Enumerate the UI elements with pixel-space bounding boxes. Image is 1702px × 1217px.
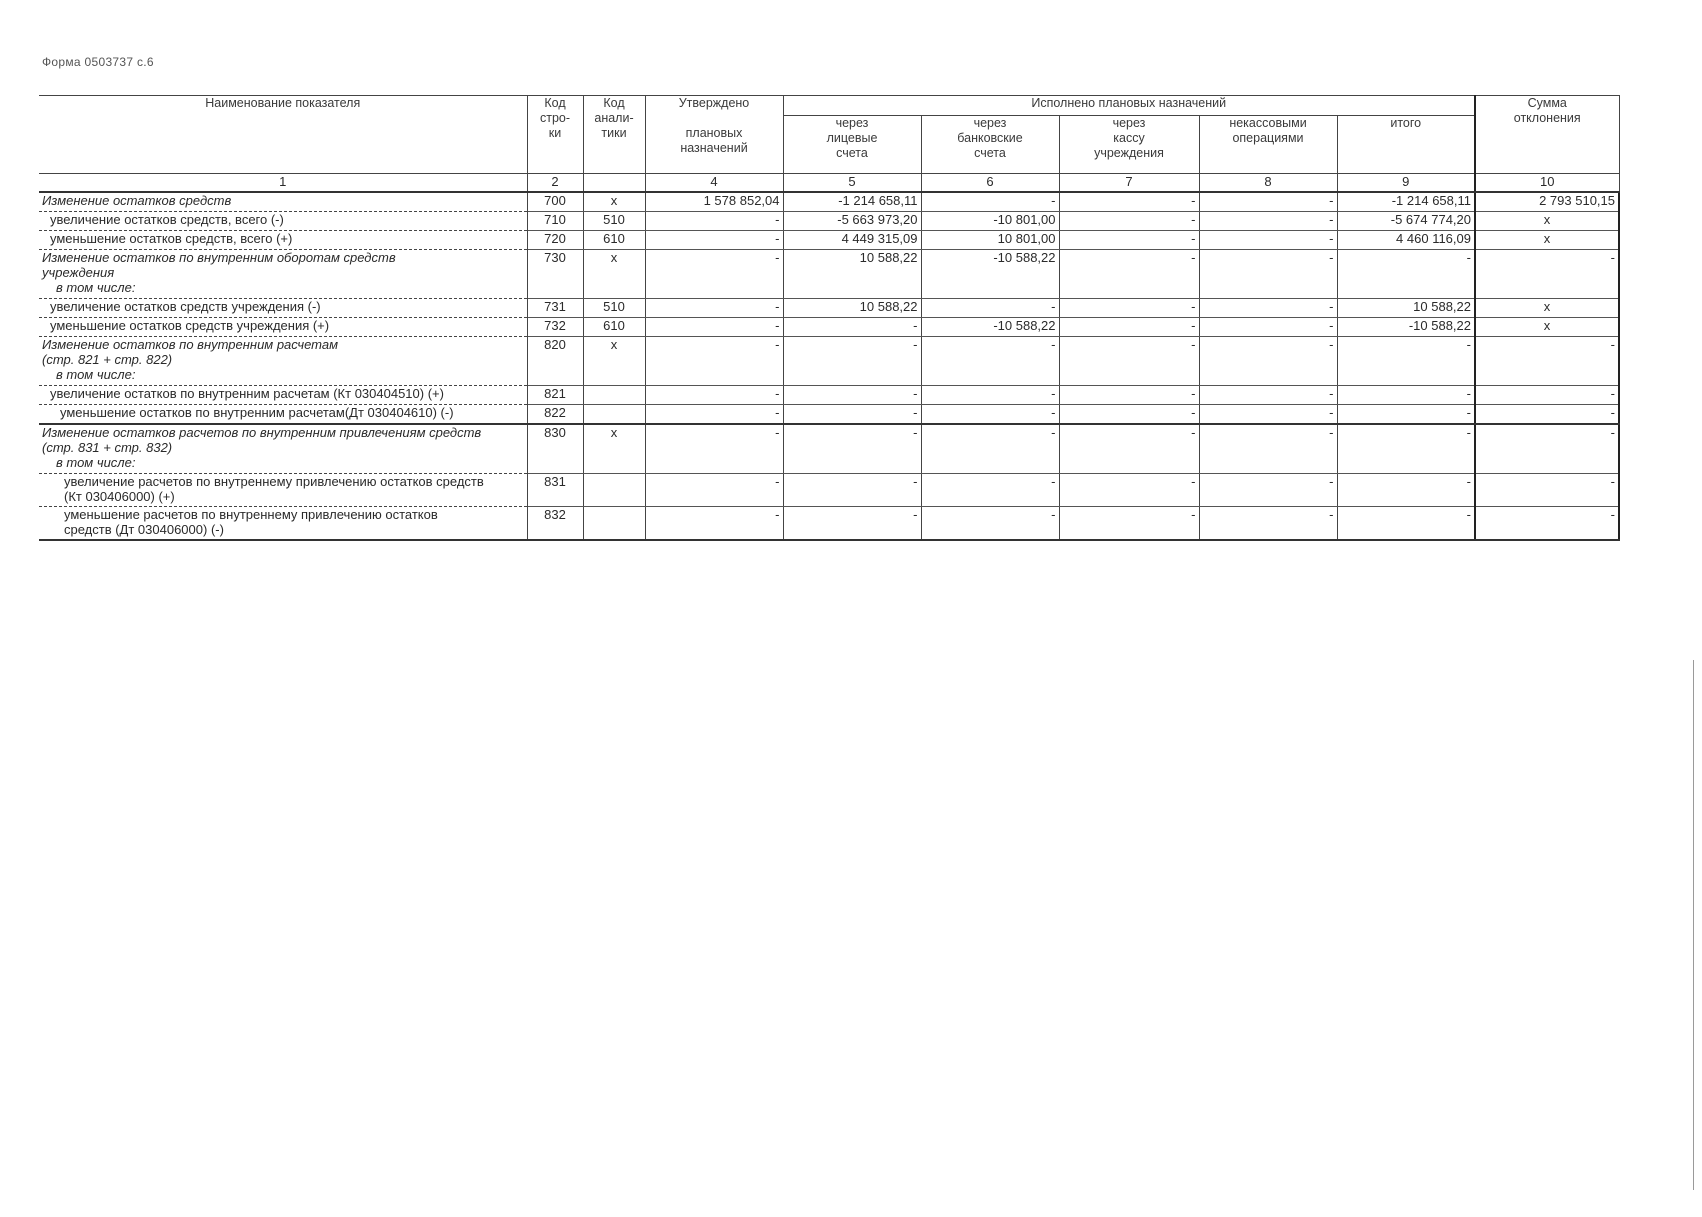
row-accounts: - xyxy=(783,474,921,507)
row-deviation: 2 793 510,15 xyxy=(1475,192,1619,212)
row-accounts: 10 588,22 xyxy=(783,299,921,318)
row-total: - xyxy=(1337,250,1475,299)
row-name: уменьшение остатков средств, всего (+) xyxy=(39,231,527,250)
row-accounts: 4 449 315,09 xyxy=(783,231,921,250)
row-deviation: x xyxy=(1475,212,1619,231)
row-total: - xyxy=(1337,507,1475,541)
row-accounts: 10 588,22 xyxy=(783,250,921,299)
row-code: 830 xyxy=(527,424,583,474)
row-analytic: 510 xyxy=(583,212,645,231)
row-bank: - xyxy=(921,192,1059,212)
row-name: уменьшение остатков средств учреждения (+) xyxy=(39,318,527,337)
row-approved: - xyxy=(645,405,783,425)
row-analytic: x xyxy=(583,192,645,212)
row-accounts: - xyxy=(783,507,921,541)
row-name: увеличение остатков средств, всего (-) xyxy=(39,212,527,231)
row-analytic: 610 xyxy=(583,318,645,337)
row-cash: - xyxy=(1059,337,1199,386)
form-label: Форма 0503737 с.6 xyxy=(42,55,154,69)
row-accounts: - xyxy=(783,405,921,425)
table-row xyxy=(39,474,1619,507)
row-bank: - xyxy=(921,337,1059,386)
row-bank: - xyxy=(921,507,1059,541)
row-name: увеличение остатков средств учреждения (-) xyxy=(39,299,527,318)
row-deviation: - xyxy=(1475,337,1619,386)
row-name: уменьшение остатков по внутренним расчетам(Дт 030404610) (-) xyxy=(39,405,527,425)
row-code: 820 xyxy=(527,337,583,386)
row-code: 732 xyxy=(527,318,583,337)
row-approved: - xyxy=(645,231,783,250)
row-code: 731 xyxy=(527,299,583,318)
row-cash: - xyxy=(1059,231,1199,250)
row-approved: - xyxy=(645,337,783,386)
row-code: 710 xyxy=(527,212,583,231)
header-name: Наименование показателя xyxy=(39,96,527,174)
header-via-cash: через кассу учреждения xyxy=(1059,116,1199,174)
row-cash: - xyxy=(1059,405,1199,425)
row-cash: - xyxy=(1059,250,1199,299)
report-table xyxy=(39,95,1620,541)
header-code-analytics: Код анали- тики xyxy=(583,96,645,174)
row-total: - xyxy=(1337,474,1475,507)
row-accounts: - xyxy=(783,424,921,474)
row-total: -10 588,22 xyxy=(1337,318,1475,337)
row-accounts: - xyxy=(783,318,921,337)
header-noncash: некассовыми операциями xyxy=(1199,116,1337,174)
row-noncash: - xyxy=(1199,507,1337,541)
row-cash: - xyxy=(1059,507,1199,541)
col-num: 2 xyxy=(527,174,583,193)
row-total: - xyxy=(1337,337,1475,386)
row-deviation: - xyxy=(1475,250,1619,299)
col-num: 6 xyxy=(921,174,1059,193)
col-num xyxy=(583,174,645,193)
table-row xyxy=(39,192,1619,212)
row-code: 821 xyxy=(527,386,583,405)
row-name: уменьшение расчетов по внутреннему привлечению остатков средств (Дт 030406000) (-) xyxy=(39,507,527,541)
row-bank: - xyxy=(921,405,1059,425)
row-code: 720 xyxy=(527,231,583,250)
row-name: Изменение остатков расчетов по внутренним привлечениям средств (стр. 831 + стр. 832) в том числе: xyxy=(39,424,527,474)
row-approved: - xyxy=(645,250,783,299)
col-num: 7 xyxy=(1059,174,1199,193)
row-noncash: - xyxy=(1199,250,1337,299)
row-analytic xyxy=(583,386,645,405)
table-row xyxy=(39,299,1619,318)
row-noncash: - xyxy=(1199,299,1337,318)
row-cash: - xyxy=(1059,424,1199,474)
row-total: 10 588,22 xyxy=(1337,299,1475,318)
row-deviation: - xyxy=(1475,386,1619,405)
row-cash: - xyxy=(1059,212,1199,231)
table-row xyxy=(39,337,1619,386)
col-num: 5 xyxy=(783,174,921,193)
table-row xyxy=(39,424,1619,474)
row-total: - xyxy=(1337,424,1475,474)
table-row xyxy=(39,212,1619,231)
row-cash: - xyxy=(1059,318,1199,337)
row-noncash: - xyxy=(1199,231,1337,250)
row-analytic xyxy=(583,474,645,507)
row-total: 4 460 116,09 xyxy=(1337,231,1475,250)
col-num: 8 xyxy=(1199,174,1337,193)
row-total: - xyxy=(1337,405,1475,425)
row-name: увеличение остатков по внутренним расчетам (Кт 030404510) (+) xyxy=(39,386,527,405)
header-via-accounts: через лицевые счета xyxy=(783,116,921,174)
table-row xyxy=(39,318,1619,337)
table-row xyxy=(39,507,1619,541)
scan-edge-line xyxy=(1693,660,1694,1190)
row-deviation: - xyxy=(1475,405,1619,425)
row-analytic: 510 xyxy=(583,299,645,318)
row-deviation: - xyxy=(1475,474,1619,507)
table-row xyxy=(39,405,1619,425)
row-bank: - xyxy=(921,299,1059,318)
row-total: -5 674 774,20 xyxy=(1337,212,1475,231)
row-cash: - xyxy=(1059,299,1199,318)
header-total: итого xyxy=(1337,116,1475,174)
row-analytic: x xyxy=(583,250,645,299)
row-code: 730 xyxy=(527,250,583,299)
row-accounts: -5 663 973,20 xyxy=(783,212,921,231)
row-bank: - xyxy=(921,424,1059,474)
row-bank: - xyxy=(921,474,1059,507)
row-bank: 10 801,00 xyxy=(921,231,1059,250)
table-row xyxy=(39,250,1619,299)
row-name: увеличение расчетов по внутреннему привлечению остатков средств (Кт 030406000) (+) xyxy=(39,474,527,507)
row-approved: - xyxy=(645,386,783,405)
row-analytic: x xyxy=(583,337,645,386)
row-name: Изменение остатков по внутренним оборотам средств учреждения в том числе: xyxy=(39,250,527,299)
header-deviation: Сумма отклонения xyxy=(1475,96,1619,174)
row-deviation: x xyxy=(1475,318,1619,337)
row-noncash: - xyxy=(1199,405,1337,425)
row-analytic: 610 xyxy=(583,231,645,250)
row-name: Изменение остатков по внутренним расчетам (стр. 821 + стр. 822) в том числе: xyxy=(39,337,527,386)
row-noncash: - xyxy=(1199,474,1337,507)
row-code: 832 xyxy=(527,507,583,541)
row-deviation: - xyxy=(1475,507,1619,541)
row-bank: -10 801,00 xyxy=(921,212,1059,231)
row-noncash: - xyxy=(1199,212,1337,231)
row-code: 822 xyxy=(527,405,583,425)
row-noncash: - xyxy=(1199,337,1337,386)
column-numbers-row xyxy=(39,174,1619,193)
row-name: Изменение остатков средств xyxy=(39,192,527,212)
row-analytic: x xyxy=(583,424,645,474)
row-code: 700 xyxy=(527,192,583,212)
row-noncash: - xyxy=(1199,318,1337,337)
col-num: 9 xyxy=(1337,174,1475,193)
row-cash: - xyxy=(1059,474,1199,507)
header-code-row: Код стро- ки xyxy=(527,96,583,174)
row-cash: - xyxy=(1059,386,1199,405)
row-accounts: - xyxy=(783,337,921,386)
row-bank: - xyxy=(921,386,1059,405)
row-approved: - xyxy=(645,299,783,318)
header-row-top xyxy=(39,96,1619,116)
row-bank: -10 588,22 xyxy=(921,250,1059,299)
header-approved: Утверждено плановых назначений xyxy=(645,96,783,174)
row-approved: - xyxy=(645,212,783,231)
col-num: 1 xyxy=(39,174,527,193)
row-noncash: - xyxy=(1199,424,1337,474)
row-approved: - xyxy=(645,474,783,507)
row-cash: - xyxy=(1059,192,1199,212)
row-approved: 1 578 852,04 xyxy=(645,192,783,212)
row-analytic xyxy=(583,405,645,425)
row-total: - xyxy=(1337,386,1475,405)
row-total: -1 214 658,11 xyxy=(1337,192,1475,212)
row-deviation: x xyxy=(1475,299,1619,318)
col-num: 10 xyxy=(1475,174,1619,193)
row-bank: -10 588,22 xyxy=(921,318,1059,337)
row-approved: - xyxy=(645,318,783,337)
row-accounts: - xyxy=(783,386,921,405)
row-deviation: - xyxy=(1475,424,1619,474)
col-num: 4 xyxy=(645,174,783,193)
table-row xyxy=(39,231,1619,250)
row-deviation: x xyxy=(1475,231,1619,250)
row-approved: - xyxy=(645,507,783,541)
row-code: 831 xyxy=(527,474,583,507)
row-approved: - xyxy=(645,424,783,474)
table-row xyxy=(39,386,1619,405)
row-noncash: - xyxy=(1199,386,1337,405)
header-via-bank: через банковские счета xyxy=(921,116,1059,174)
header-executed: Исполнено плановых назначений xyxy=(783,96,1475,116)
row-analytic xyxy=(583,507,645,541)
row-noncash: - xyxy=(1199,192,1337,212)
row-accounts: -1 214 658,11 xyxy=(783,192,921,212)
